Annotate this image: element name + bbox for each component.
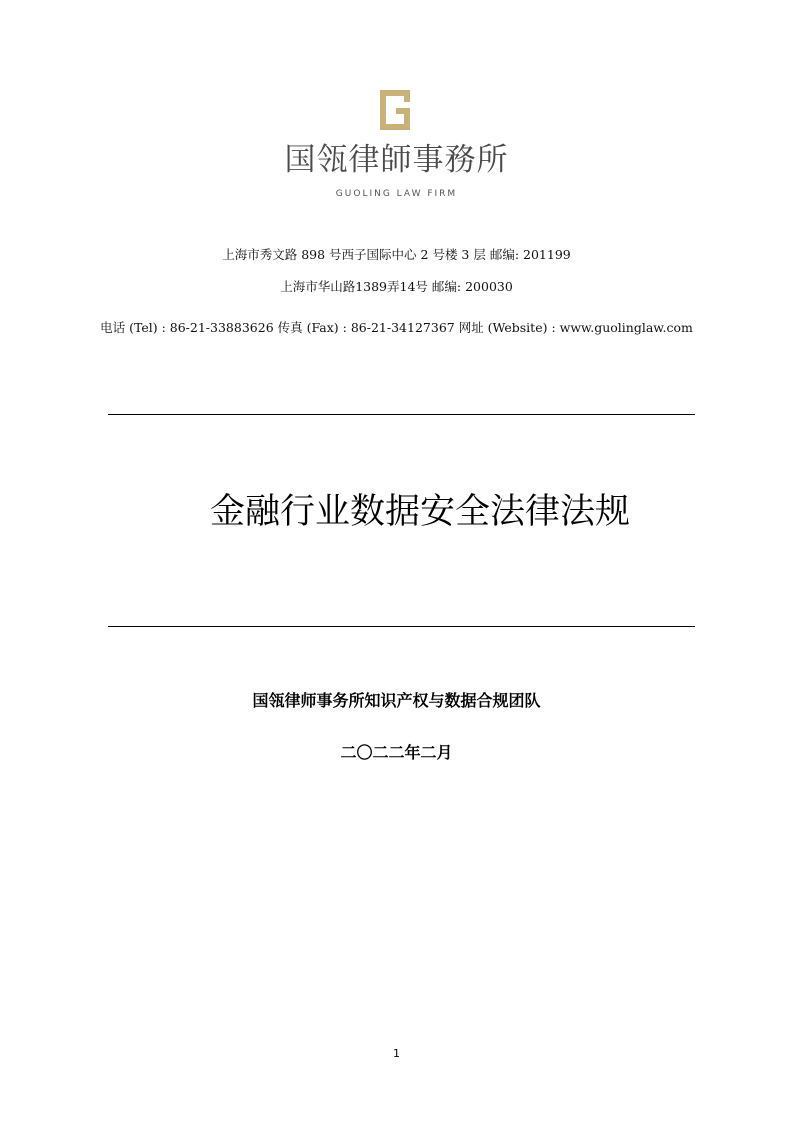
address-line-1: 上海市秀文路 898 号西子国际中心 2 号楼 3 层 邮编: 201199 <box>222 247 571 262</box>
firm-name-en: GUOLING LAW FIRM <box>335 189 458 199</box>
address-line-2: 上海市华山路1389弄14号 邮编: 200030 <box>280 279 513 294</box>
document-title: 金融行业数据安全法律法规 <box>209 492 630 532</box>
firm-name-cn: 国瓴律師事務所 <box>284 142 509 178</box>
firm-logo-icon <box>378 88 412 132</box>
divider-bottom <box>108 626 695 627</box>
author-team: 国瓴律师事务所知识产权与数据合规团队 <box>252 691 541 710</box>
divider-top <box>108 414 695 415</box>
g-monogram-icon <box>378 88 412 132</box>
document-date: 二〇二二年二月 <box>340 743 453 762</box>
contact-line: 电话 (Tel) : 86-21-33883626 传真 (Fax) : 86-21-34127367 网址 (Website) : www.guolinglaw.com <box>100 320 693 335</box>
page-number: 1 <box>393 1047 400 1060</box>
